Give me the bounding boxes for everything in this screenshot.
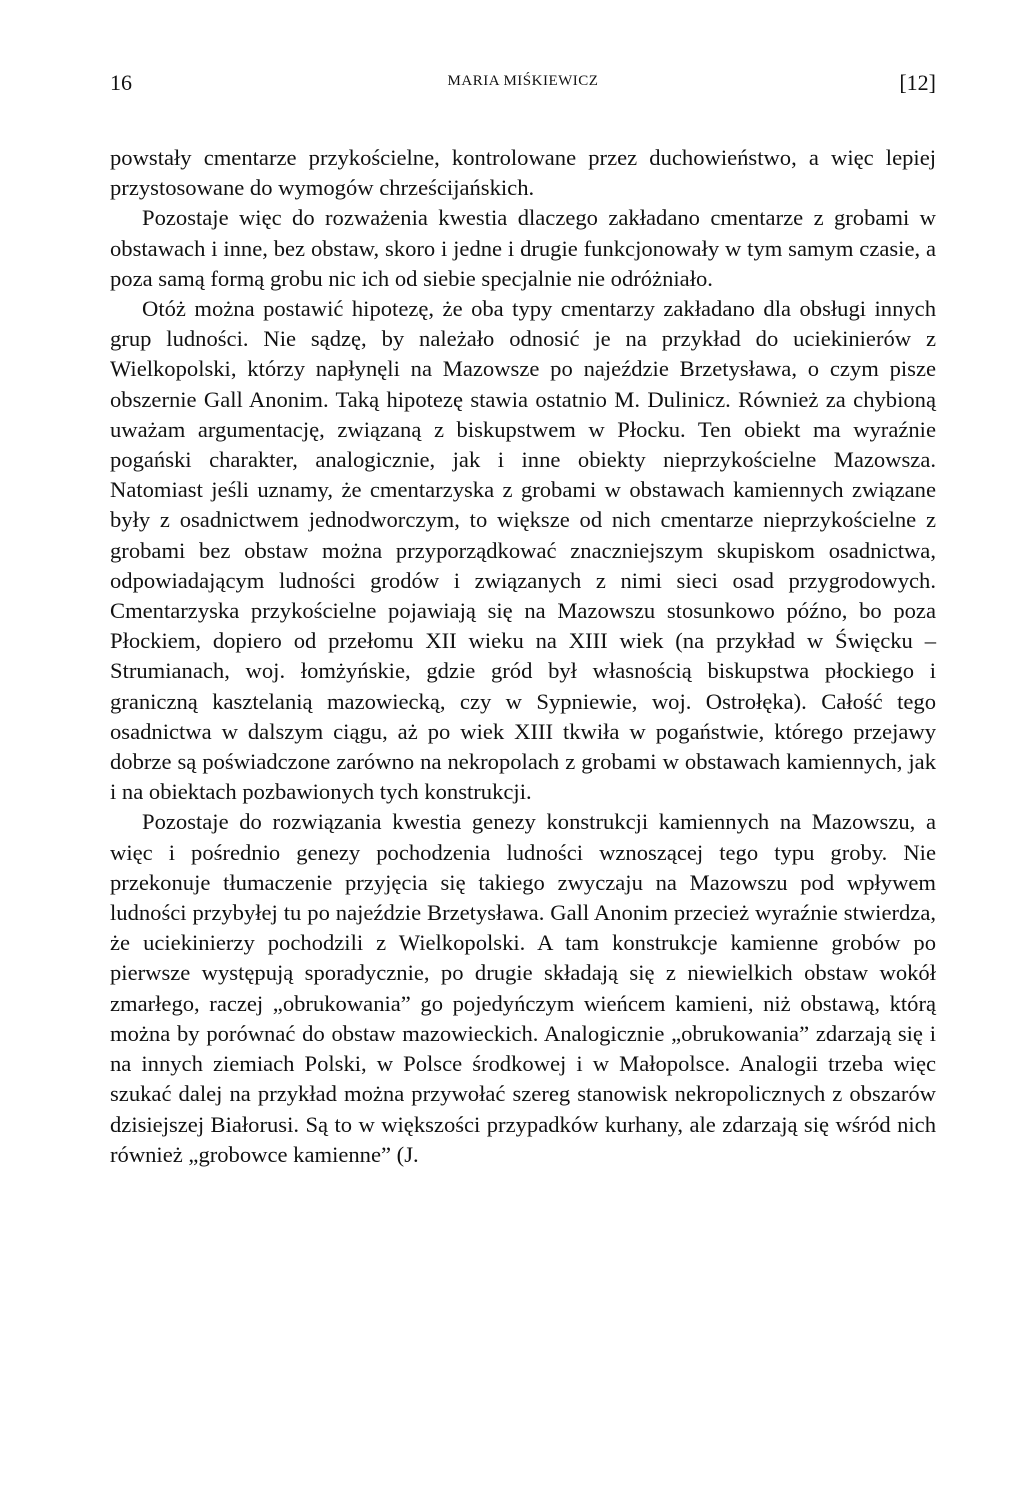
paragraph-3: Otóż można postawić hipotezę, że oba typy cmentarzy zakładano dla obsługi innych grup ludności. Nie sądzę, by należało odnosić je na przykład do uciekinierów z Wielkopolski, którzy napłynęli na Mazowsze po najeździe Brzetysława, o czym pisze obszernie Gall Anonim. Taką hipotezę stawia ostatnio M. Dulinicz. Również za chybioną uważam argumentację, związaną z biskupstwem w Płocku. Ten obiekt ma wyraźnie pogański charakter, analogicznie, jak i inne obiekty nieprzykościelne Mazowsza. Natomiast jeśli uznamy, że cmentarzyska z grobami w obstawach kamiennych związane były z osadnictwem jednodworczym, to większe od nich cmentarze nieprzykościelne z grobami bez obstaw można przyporządkować znaczniejszym skupiskom osadnictwa, odpowiadającym ludności grodów i związanych z nimi sieci osad przygrodowych. Cmentarzyska przykościelne pojawiają się na Mazowszu stosunkowo późno, bo poza Płockiem, dopiero od przełomu XII wieku na XIII wiek (na przykład w Święcku – Strumianach, woj. łomżyńskie, gdzie gród był własnością biskupstwa płockiego i graniczną kasztelanią mazowiecką, czy w Sypniewie, woj. Ostrołęka). Całość tego osadnictwa w dalszym ciągu, aż po wiek XIII tkwiła w pogaństwie, którego przejawy dobrze są poświadczone zarówno na nekropolach z grobami w obstawach kamiennych, jak i na obiektach pozbawionych tych konstrukcji. — [110, 296, 936, 805]
paragraph-1: powstały cmentarze przykościelne, kontrolowane przez duchowieństwo, a więc lepiej przystosowane do wymogów chrześcijańskich. — [110, 145, 936, 201]
paragraph-4: Pozostaje do rozwiązania kwestia genezy konstrukcji kamiennych na Mazowszu, a więc i pośrednio genezy pochodzenia ludności wznoszącej tego typu groby. Nie przekonuje tłumaczenie przyjęcia się takiego zwyczaju na Mazowszu pod wpływem ludności przybyłej tu po najeździe Brzetysława. Gall Anonim przecież wyraźnie stwierdza, że uciekinierzy pochodzili z Wielkopolski. A tam konstrukcje kamienne grobów po pierwsze występują sporadycznie, po drugie składają się z niewielkich obstaw wokół zmarłego, raczej „obrukowania” go pojedyńczym wieńcem kamieni, niż obstawą, którą można by porównać do obstaw mazowieckich. Analogicznie „obrukowania” zdarzają się i na innych ziemiach Polski, w Polsce środkowej i w Małopolsce. Analogii trzeba więc szukać dalej na przykład można przywołać szereg stanowisk nekropolicznych z obszarów dzisiejszej Białorusi. Są to w większości przypadków kurhany, ale zdarzają się wśród nich również „grobowce kamienne” (J. — [110, 809, 936, 1167]
running-head — [110, 70, 936, 110]
book-page — [110, 70, 936, 1167]
paragraph-2: Pozostaje więc do rozważenia kwestia dlaczego zakładano cmentarze z grobami w obstawach i inne, bez obstaw, skoro i jedne i drugie funkcjonowały w tym samym czasie, a poza samą formą grobu nic ich od siebie specjalnie nie odróżniało. — [110, 205, 936, 291]
page-reference: [12] — [899, 70, 936, 95]
page-number: 16 — [110, 70, 132, 95]
running-title: MARIA MIŚKIEWICZ — [447, 73, 599, 89]
body-text — [110, 143, 936, 1170]
